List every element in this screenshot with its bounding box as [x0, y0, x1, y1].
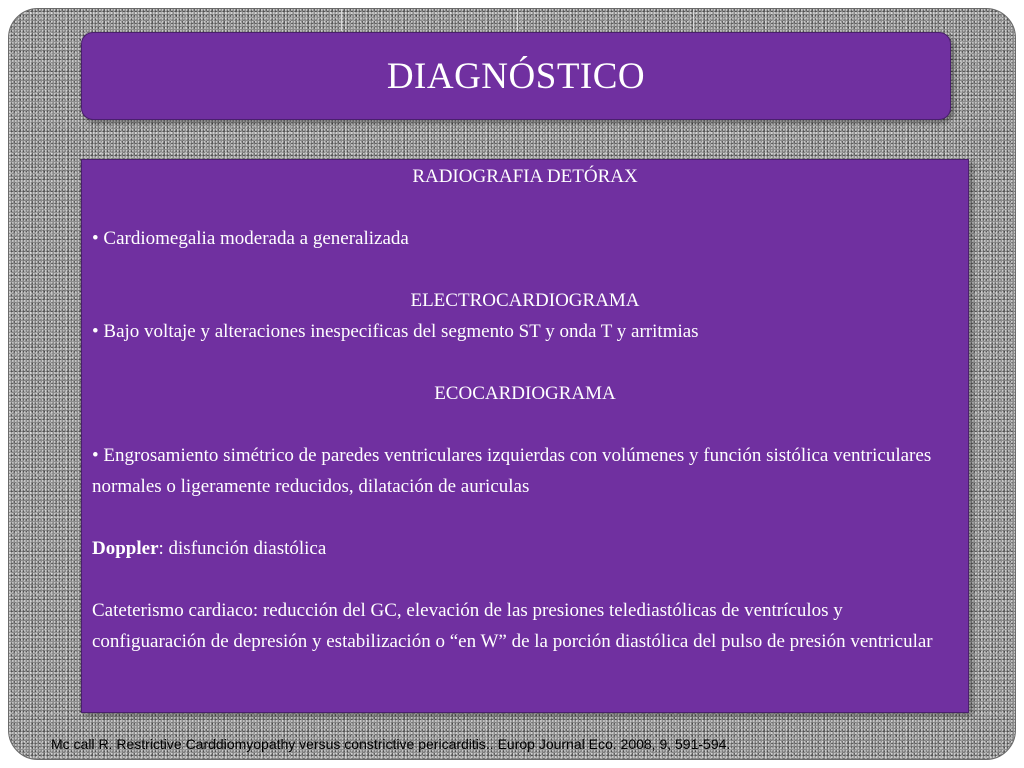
- bullet-icon: •: [92, 321, 99, 342]
- divider-line: [693, 9, 694, 31]
- eco-heading: ECOCARDIOGRAMA: [434, 383, 616, 404]
- bullet-icon: •: [92, 228, 99, 249]
- cateterismo-paragraph: Cateterismo cardiaco: reducción del GC, elevación de las presiones telediastólicas de ventrículos y configuaración de depresión y estabilización o “en W” de la porción diastólica del pulso de presión ventricular: [92, 600, 933, 652]
- spacer: [92, 347, 958, 378]
- eco-item: [92, 440, 958, 502]
- radiografia-item: [92, 223, 958, 254]
- eco-text: Engrosamiento simétrico de paredes ventriculares izquierdas con volúmenes y función sistólica ventriculares normales o ligeramente reducidos, dilatación de auriculas: [92, 445, 932, 497]
- spacer: [92, 254, 958, 285]
- spacer: [92, 192, 958, 223]
- radiografia-text: Cardiomegalia moderada a generalizada: [103, 228, 409, 249]
- electro-heading: ELECTROCARDIOGRAMA: [410, 290, 640, 311]
- electro-text: Bajo voltaje y alteraciones inespecificas del segmento ST y onda T y arritmias: [103, 321, 699, 342]
- doppler-line: [92, 533, 958, 564]
- spacer: [92, 502, 958, 533]
- bullet-icon: •: [92, 445, 99, 466]
- divider-line: [341, 9, 342, 31]
- citation-footer: Mc call R. Restrictive Carddiomyopathy versus constrictive pericarditis.. Europ Journal Eco. 2008, 9, 591-594.: [51, 736, 731, 752]
- content-panel: [81, 159, 969, 713]
- slide-title: DIAGNÓSTICO: [386, 55, 646, 97]
- spacer: [92, 409, 958, 440]
- doppler-text: : disfunción diastólica: [158, 538, 327, 559]
- doppler-label: Doppler: [92, 538, 159, 559]
- divider-line: [517, 9, 518, 31]
- title-panel: [81, 32, 951, 120]
- radiografia-heading: RADIOGRAFIA DETÓRAX: [412, 166, 638, 187]
- slide-frame: [8, 8, 1016, 760]
- electro-item: [92, 316, 958, 347]
- spacer: [92, 564, 958, 595]
